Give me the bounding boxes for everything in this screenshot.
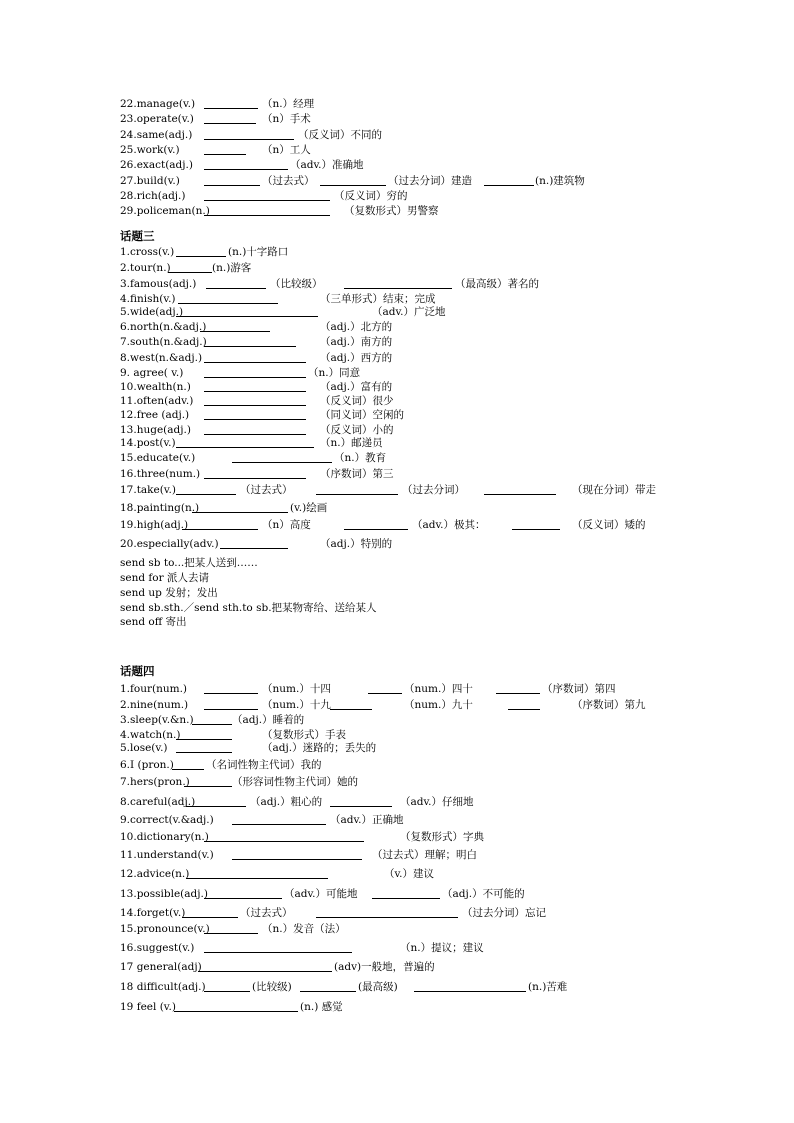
topic3-item [120, 537, 780, 551]
answer-blank[interactable] [316, 483, 398, 495]
item-hint: （adj.）不可能的 [442, 888, 525, 900]
topic2-item [120, 97, 780, 111]
topic4-item [120, 775, 780, 789]
answer-blank[interactable] [232, 451, 332, 463]
item-hint: （num.）十四 [262, 683, 331, 695]
item-word: 29.policeman(n.) [120, 205, 210, 217]
topic3-item [120, 261, 780, 275]
topic3-item [120, 305, 780, 319]
item-hint: （过去分词）忘记 [462, 907, 546, 919]
topic3-item [120, 351, 780, 365]
topic3-item [120, 277, 780, 291]
item-hint: （num.）九十 [404, 699, 473, 711]
phrase-line: send sb.sth.／send sth.to sb.把某物寄给、送给某人 [120, 602, 377, 614]
item-hint: （n）手术 [262, 113, 311, 125]
answer-blank[interactable] [184, 775, 232, 787]
item-hint: （num.）四十 [404, 683, 473, 695]
phrase-line: send sb to...把某人送到…… [120, 557, 258, 569]
item-hint: （n.）提议；建议 [400, 942, 484, 954]
item-hint: （同义词）空闲的 [320, 409, 404, 421]
item-hint: (n.)苦难 [528, 981, 568, 993]
answer-blank[interactable] [168, 261, 212, 273]
item-hint: （复数形式）字典 [400, 831, 484, 843]
item-hint: （过去式） [240, 484, 293, 496]
answer-blank[interactable] [320, 174, 386, 186]
item-word: 5.wide(adj.) [120, 306, 184, 318]
topic3-item [120, 292, 780, 306]
answer-blank[interactable] [182, 906, 238, 918]
answer-blank[interactable] [484, 483, 556, 495]
item-hint: （形容词性物主代词）她的 [232, 776, 358, 788]
item-word: 24.same(adj.) [120, 129, 193, 141]
answer-blank[interactable] [300, 980, 356, 992]
item-hint: （最高级）著名的 [455, 278, 539, 290]
item-word: 22.manage(v.) [120, 98, 196, 110]
item-word: 1.cross(v.) [120, 246, 175, 258]
item-hint: （过去式）理解；明白 [372, 849, 477, 861]
item-word: 18.painting(n.) [120, 502, 200, 514]
item-hint: （n.）教育 [334, 452, 387, 464]
topic4-item [120, 906, 780, 920]
answer-blank[interactable] [496, 682, 540, 694]
answer-blank[interactable] [204, 380, 306, 392]
item-word: 3.famous(adj.) [120, 278, 197, 290]
topic3-item [120, 518, 780, 532]
item-hint: （adv.）仔细地 [400, 796, 474, 808]
item-hint: （adj.）富有的 [320, 381, 393, 393]
item-word: 8.careful(adj.) [120, 796, 196, 808]
answer-blank[interactable] [176, 741, 232, 753]
answer-blank[interactable] [176, 305, 318, 317]
topic4-item [120, 728, 780, 742]
answer-blank[interactable] [204, 922, 258, 934]
answer-blank[interactable] [192, 713, 232, 725]
answer-blank[interactable] [176, 245, 226, 257]
item-hint: （序数词）第九 [572, 699, 646, 711]
item-hint: （adj.）西方的 [320, 352, 393, 364]
item-hint: （过去式） [240, 907, 293, 919]
answer-blank[interactable] [204, 467, 306, 479]
topic3-item [120, 245, 780, 259]
item-word: 27.build(v.) [120, 175, 180, 187]
item-word: 25.work(v.) [120, 144, 180, 156]
item-hint: （adv.）广泛地 [372, 306, 446, 318]
topic2-item [120, 204, 780, 218]
topic4-item [120, 758, 780, 772]
answer-blank[interactable] [204, 941, 352, 953]
item-word: 7.hers(pron.) [120, 776, 190, 788]
item-hint: （adv.）极其： [412, 519, 486, 531]
item-hint: （n.）发音（法） [262, 923, 346, 935]
answer-blank[interactable] [204, 408, 306, 420]
answer-blank[interactable] [204, 394, 306, 406]
topic4-item [120, 830, 780, 844]
item-word: 4.watch(n.) [120, 729, 181, 741]
topic2-item [120, 174, 780, 188]
item-word: 20.especially(adv.) [120, 538, 219, 550]
topic3-item [120, 408, 780, 422]
item-hint: （序数词）第三 [320, 468, 394, 480]
item-hint: （adj.）迷路的；丢失的 [262, 742, 377, 754]
item-hint: （adj.）特别的 [320, 538, 393, 550]
answer-blank[interactable] [200, 320, 270, 332]
topic3-item [120, 501, 780, 515]
item-word: 28.rich(adj.) [120, 190, 186, 202]
topic4-item [120, 698, 780, 712]
item-word: 10.wealth(n.) [120, 381, 191, 393]
answer-blank[interactable] [204, 351, 306, 363]
item-hint: (n.)十字路口 [228, 246, 289, 258]
answer-blank[interactable] [204, 980, 250, 992]
phrase-line: send off 寄出 [120, 616, 187, 628]
topic4-heading: 话题四 [120, 664, 155, 678]
answer-blank[interactable] [182, 518, 258, 530]
answer-blank[interactable] [172, 758, 204, 770]
item-word: 2.tour(n.) [120, 262, 171, 274]
topic3-item [120, 394, 780, 408]
item-hint: （n）工人 [262, 144, 311, 156]
item-hint: (比较级) [252, 981, 292, 993]
item-hint: （adv.）可能地 [284, 888, 358, 900]
topic4-item [120, 941, 780, 955]
topic4-item [120, 682, 780, 696]
topic3-item [120, 467, 780, 481]
item-hint: (v.)绘画 [290, 502, 328, 514]
item-word: 17.take(v.) [120, 484, 176, 496]
item-word: 9. agree( v.) [120, 367, 184, 379]
answer-blank[interactable] [204, 335, 296, 347]
answer-blank[interactable] [176, 728, 232, 740]
answer-blank[interactable] [204, 682, 258, 694]
answer-blank[interactable] [330, 795, 392, 807]
answer-blank[interactable] [232, 813, 326, 825]
item-hint: （比较级） [270, 278, 323, 290]
item-word: 13.possible(adj.) [120, 888, 208, 900]
topic2-item [120, 189, 780, 203]
answer-blank[interactable] [192, 501, 288, 513]
item-word: 17 general(adj) [120, 961, 202, 973]
topic4-item [120, 887, 780, 901]
answer-blank[interactable] [176, 483, 236, 495]
item-hint: （adj.）睡着的 [232, 714, 305, 726]
item-hint: （过去分词）建造 [388, 175, 472, 187]
item-word: 16.three(num.) [120, 468, 201, 480]
answer-blank[interactable] [174, 1000, 298, 1012]
answer-blank[interactable] [176, 436, 314, 448]
topic3-item [120, 451, 780, 465]
answer-blank[interactable] [204, 204, 330, 216]
phrase-line: send for 派人去请 [120, 572, 209, 584]
answer-blank[interactable] [204, 887, 282, 899]
item-word: 10.dictionary(n.) [120, 831, 209, 843]
answer-blank[interactable] [204, 174, 260, 186]
topic4-item [120, 741, 780, 755]
topic3-item [120, 436, 780, 450]
answer-blank[interactable] [344, 518, 408, 530]
phrase-line: send up 发射；发出 [120, 587, 218, 599]
item-hint: (adv)一般地，普遍的 [334, 961, 435, 973]
topic4-item [120, 922, 780, 936]
topic4-item [120, 960, 780, 974]
item-word: 18 difficult(adj.) [120, 981, 206, 993]
item-hint: （反义词）穷的 [334, 190, 408, 202]
item-word: 8.west(n.&adj.) [120, 352, 203, 364]
answer-blank[interactable] [206, 277, 266, 289]
item-hint: （num.）十九 [262, 699, 331, 711]
topic3-item [120, 380, 780, 394]
topic2-item [120, 128, 780, 142]
answer-blank[interactable] [232, 848, 362, 860]
item-hint: （反义词）很少 [320, 395, 394, 407]
answer-blank[interactable] [372, 887, 440, 899]
answer-blank[interactable] [508, 698, 540, 710]
item-hint: （v.）建议 [384, 868, 435, 880]
item-word: 11.often(adv.) [120, 395, 194, 407]
item-hint: （adj.）北方的 [320, 321, 393, 333]
topic3-heading: 话题三 [120, 229, 155, 243]
item-word: 16.suggest(v.) [120, 942, 195, 954]
answer-blank[interactable] [186, 867, 328, 879]
item-hint: （过去式） [262, 175, 315, 187]
item-word: 26.exact(adj.) [120, 159, 193, 171]
item-word: 2.nine(num.) [120, 699, 189, 711]
item-word: 9.correct(v.&adj.) [120, 814, 214, 826]
item-hint: （反义词）小的 [320, 424, 394, 436]
topic3-item [120, 335, 780, 349]
topic4-item [120, 713, 780, 727]
answer-blank[interactable] [204, 143, 246, 155]
answer-blank[interactable] [204, 189, 330, 201]
item-hint: （adv.）准确地 [290, 159, 364, 171]
item-word: 12.free (adj.) [120, 409, 190, 421]
item-word: 19.high(adj.) [120, 519, 189, 531]
topic4-item [120, 1000, 780, 1014]
item-hint: （复数形式）手表 [262, 729, 346, 741]
item-hint: (最高级) [358, 981, 398, 993]
answer-blank[interactable] [512, 518, 560, 530]
item-word: 14.forget(v.) [120, 907, 186, 919]
answer-blank[interactable] [414, 980, 526, 992]
topic4-item [120, 848, 780, 862]
item-hint: （n.）邮递员 [320, 437, 383, 449]
answer-blank[interactable] [316, 906, 458, 918]
answer-blank[interactable] [204, 698, 258, 710]
item-word: 7.south(n.&adj.) [120, 336, 207, 348]
item-word: 19 feel (v.) [120, 1001, 176, 1013]
item-word: 11.understand(v.) [120, 849, 214, 861]
item-word: 3.sleep(v.&n.) [120, 714, 194, 726]
item-word: 6.north(n.&adj.) [120, 321, 207, 333]
item-word: 13.huge(adj.) [120, 424, 191, 436]
answer-blank[interactable] [204, 366, 306, 378]
item-word: 4.finish(v.) [120, 293, 176, 305]
answer-blank[interactable] [220, 537, 288, 549]
item-word: 23.operate(v.) [120, 113, 194, 125]
item-word: 5.lose(v.) [120, 742, 168, 754]
item-hint: （n）高度 [262, 519, 311, 531]
item-word: 15.pronounce(v.) [120, 923, 210, 935]
item-word: 12.advice(n.) [120, 868, 190, 880]
topic4-item [120, 795, 780, 809]
item-hint: (n.)游客 [212, 262, 252, 274]
topic4-item [120, 867, 780, 881]
item-hint: （三单形式）结束；完成 [320, 293, 436, 305]
topic2-item [120, 143, 780, 157]
item-word: 1.four(num.) [120, 683, 188, 695]
item-word: 15.educate(v.) [120, 452, 196, 464]
answer-blank[interactable] [198, 960, 332, 972]
answer-blank[interactable] [484, 174, 534, 186]
topic3-item [120, 423, 780, 437]
answer-blank[interactable] [178, 292, 278, 304]
item-hint: (n.)建筑物 [535, 175, 585, 187]
topic4-item [120, 980, 780, 994]
topic3-item [120, 483, 780, 497]
item-hint: （adj.）南方的 [320, 336, 393, 348]
answer-blank[interactable] [204, 128, 294, 140]
item-hint: （反义词）不同的 [298, 129, 382, 141]
item-hint: （n.）经理 [262, 98, 315, 110]
item-hint: （复数形式）男警察 [344, 205, 439, 217]
answer-blank[interactable] [204, 158, 288, 170]
item-hint: (n.) 感觉 [300, 1001, 343, 1013]
answer-blank[interactable] [204, 423, 306, 435]
topic3-item [120, 320, 780, 334]
item-hint: （n.）同意 [308, 367, 361, 379]
item-hint: （adv.）正确地 [330, 814, 404, 826]
topic2-item [120, 112, 780, 126]
topic4-item [120, 813, 780, 827]
item-hint: （反义词）矮的 [572, 519, 646, 531]
answer-blank[interactable] [330, 698, 372, 710]
topic3-item [120, 366, 780, 380]
item-hint: （过去分词） [402, 484, 465, 496]
topic2-item [120, 158, 780, 172]
answer-blank[interactable] [204, 830, 364, 842]
item-hint: （序数词）第四 [542, 683, 616, 695]
answer-blank[interactable] [368, 682, 402, 694]
answer-blank[interactable] [344, 277, 452, 289]
item-hint: （现在分词）带走 [572, 484, 656, 496]
item-hint: （名词性物主代词）我的 [206, 759, 322, 771]
answer-blank[interactable] [186, 795, 246, 807]
item-word: 6.I (pron.) [120, 759, 174, 771]
answer-blank[interactable] [204, 97, 258, 109]
item-hint: （adj.）粗心的 [250, 796, 323, 808]
item-word: 14.post(v.) [120, 437, 176, 449]
answer-blank[interactable] [204, 112, 256, 124]
